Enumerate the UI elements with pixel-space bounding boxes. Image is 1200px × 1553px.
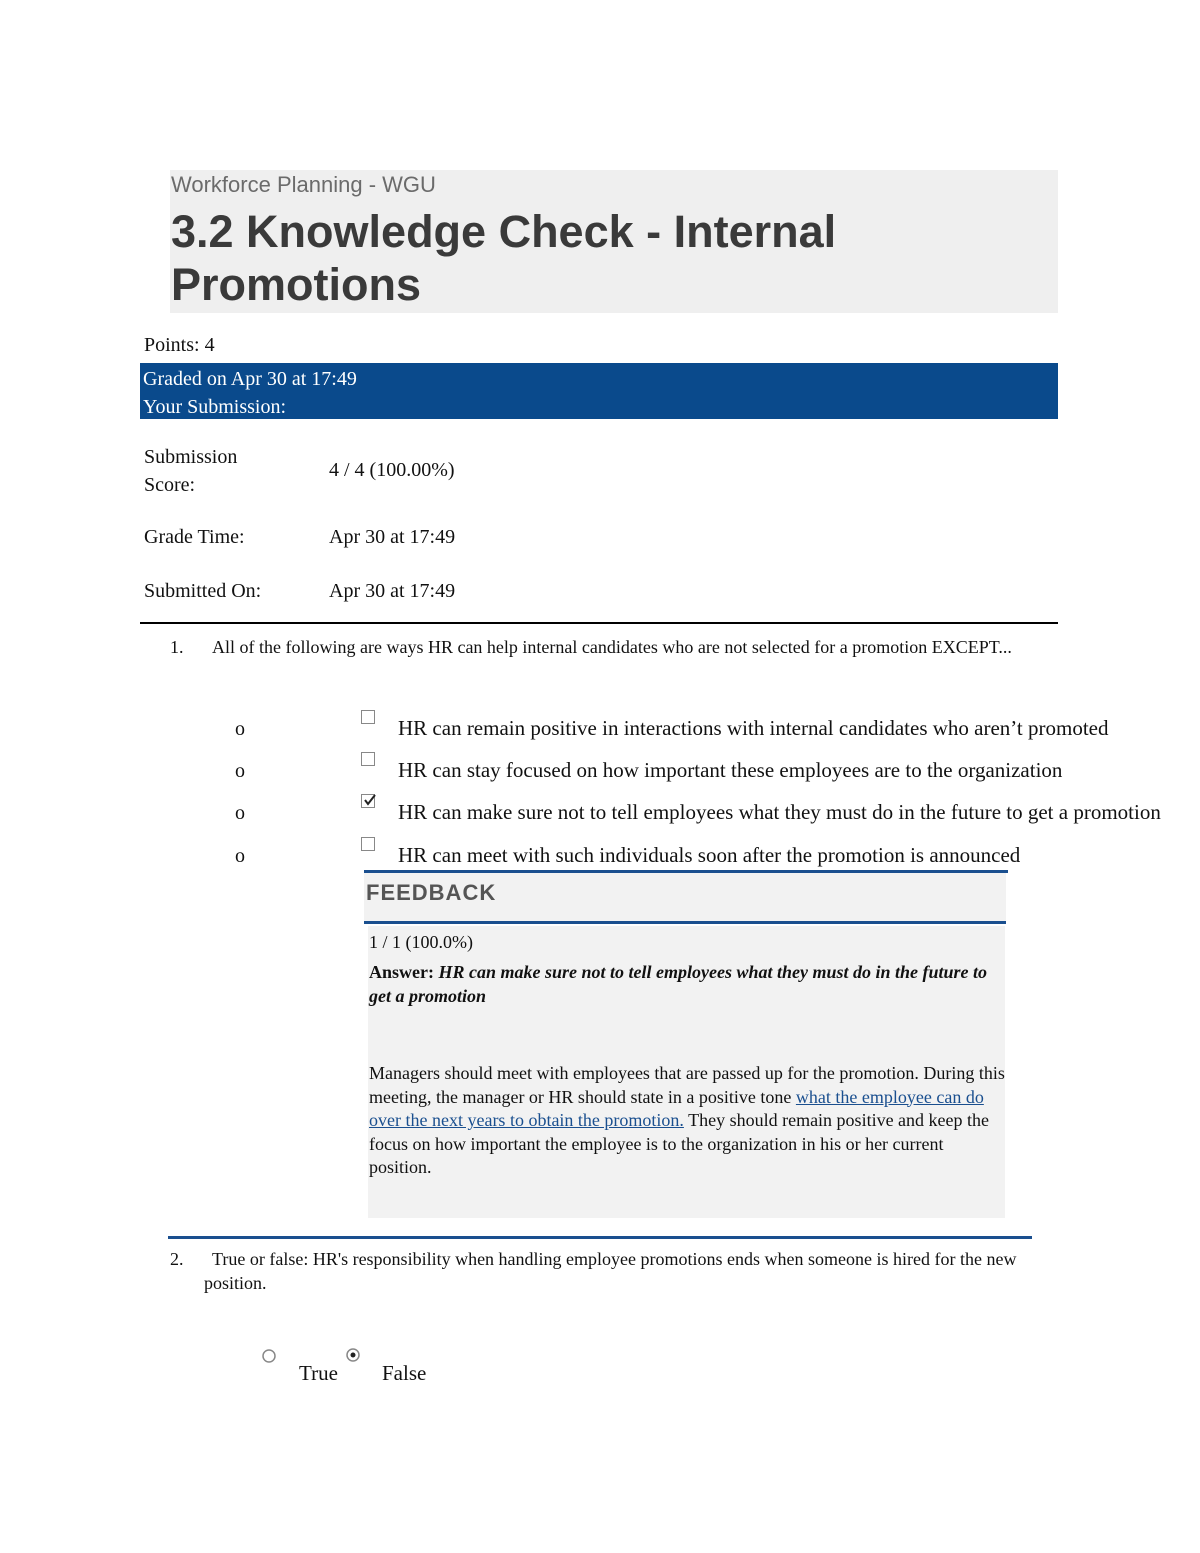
submission-score-label-line1: Submission	[144, 446, 238, 468]
explanation-text-1: Managers should meet with employees that are passed up for the promotion. During this meeting, the manager or HR should state in a positive tone	[369, 1063, 1005, 1107]
submission-score-label	[144, 443, 237, 499]
question-2-number: 2.	[170, 1249, 184, 1269]
grade-time-label: Grade Time:	[144, 526, 245, 548]
option-bullet: o	[235, 802, 245, 824]
grade-time-value: Apr 30 at 17:49	[329, 526, 456, 548]
course-name: Workforce Planning - WGU	[171, 172, 436, 197]
explanation-link[interactable]: what the employee can do over the next years to obtain the promotion.	[369, 1086, 984, 1130]
option-3-checkbox[interactable]	[361, 794, 375, 808]
question-divider	[168, 1236, 1032, 1239]
points-label: Points: 4	[144, 334, 215, 356]
radio-false-label[interactable]: False	[382, 1361, 427, 1385]
option-bullet: o	[235, 718, 245, 740]
explanation-text-2: They should remain positive and keep the focus on how important the employee is to the organization in his or her current position.	[369, 1110, 990, 1177]
submitted-on-value: Apr 30 at 17:49	[329, 580, 456, 602]
option-bullet: o	[235, 760, 245, 782]
radio-true-label[interactable]: True	[299, 1361, 338, 1385]
feedback-explanation	[369, 1062, 1005, 1180]
question-1-number: 1.	[170, 637, 184, 657]
option-4-label[interactable]: HR can meet with such individuals soon after the promotion is announced	[398, 843, 1021, 867]
submitted-on-label: Submitted On:	[144, 580, 262, 602]
feedback-title: FEEDBACK	[366, 880, 497, 905]
question-1-text: All of the following are ways HR can help internal candidates who are not selected for a promotion EXCEPT...	[212, 637, 1012, 657]
option-2-checkbox[interactable]	[361, 752, 375, 766]
option-1-label[interactable]: HR can remain positive in interactions with internal candidates who aren’t promoted	[398, 716, 1109, 740]
question-2-text: True or false: HR's responsibility when handling employee promotions ends when someone is hired for the new position.	[204, 1249, 1017, 1293]
feedback-score: 1 / 1 (100.0%)	[369, 932, 473, 952]
divider	[140, 622, 1058, 624]
checkmark-icon	[363, 793, 377, 807]
option-4-checkbox[interactable]	[361, 837, 375, 851]
feedback-answer	[369, 960, 1005, 1008]
feedback-header-rule	[364, 921, 1006, 924]
submission-score-label-line2: Score:	[144, 474, 196, 496]
answer-text: HR can make sure not to tell employees what they must do in the future to get a promotion	[369, 962, 988, 1006]
submission-score-value: 4 / 4 (100.00%)	[329, 459, 455, 481]
option-1-checkbox[interactable]	[361, 710, 375, 724]
your-submission-label: Your Submission:	[143, 396, 287, 418]
graded-date: Graded on Apr 30 at 17:49	[143, 368, 357, 390]
option-2-label[interactable]: HR can stay focused on how important these employees are to the organization	[398, 758, 1063, 782]
option-3-label[interactable]: HR can make sure not to tell employees what they must do in the future to get a promotion	[398, 800, 1161, 824]
radio-true[interactable]	[261, 1348, 273, 1360]
radio-selected-icon	[345, 1347, 361, 1363]
option-bullet: o	[235, 845, 245, 867]
answer-label: Answer:	[369, 962, 434, 982]
graded-bar	[140, 363, 1058, 419]
radio-false[interactable]	[345, 1347, 357, 1359]
page-title: 3.2 Knowledge Check - Internal Promotions	[171, 206, 837, 310]
radio-empty-icon	[261, 1348, 277, 1364]
